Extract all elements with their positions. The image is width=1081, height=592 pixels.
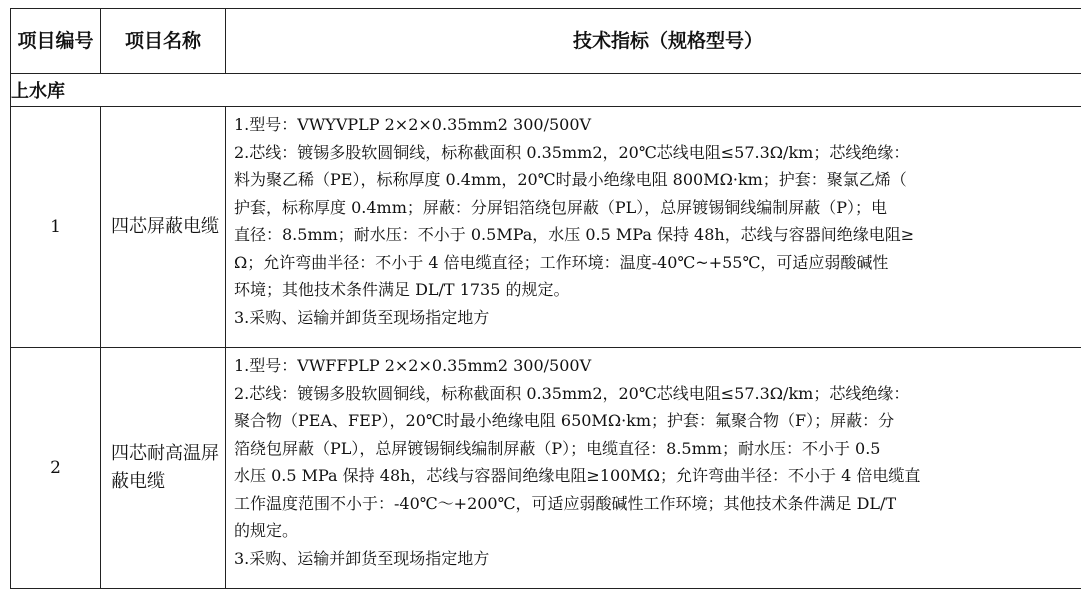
spec-line: 箔绕包屏蔽（PL），总屏镀锡铜线编制屏蔽（P）；电缆直径：8.5mm；耐水压：不小于 0.5	[234, 438, 881, 458]
header-tech-spec: 技术指标（规格型号）	[226, 9, 1081, 74]
spec-line: Ω；允许弯曲半径：不小于 4 倍电缆直径；工作环境：温度-40℃~+55℃，可适应弱酸碱性	[234, 252, 889, 272]
section-row	[11, 74, 1081, 107]
spec-line: 水压 0.5 MPa 保持 48h，芯线与容器间绝缘电阻≥100MΩ；允许弯曲半径：不小于 4 倍电缆直	[234, 466, 921, 485]
row-number: 2	[11, 348, 101, 589]
row-spec	[226, 107, 1081, 348]
header-item-name: 项目名称	[101, 9, 226, 74]
table-row	[11, 348, 1081, 589]
spec-line: 聚合物（PEA、FEP），20℃时最小绝缘电阻 650MΩ·km；护套：氟聚合物（F）；屏蔽：分	[234, 411, 895, 430]
spec-line: 直径：8.5mm；耐水压：不小于 0.5MPa，水压 0.5 MPa 保持 48h，芯线与容器间绝缘电阻≥	[234, 225, 915, 244]
spec-line: 工作温度范围不小于：-40℃～+200℃，可适应弱酸碱性工作环境；其他技术条件满足 DL/T	[234, 493, 897, 513]
spec-line: 护套，标称厚度 0.4mm；屏蔽：分屏铝箔绕包屏蔽（PL），总屏镀锡铜线编制屏蔽（P）；电	[234, 197, 888, 217]
spec-line: 2.芯线：镀锡多股软圆铜线，标称截面积 0.35mm2，20℃芯线电阻≤57.3Ω/km；芯线绝缘：	[234, 383, 910, 403]
row-number: 1	[11, 107, 101, 348]
spec-line: 环境；其他技术条件满足 DL/T 1735 的规定。	[234, 280, 570, 299]
spec-line: 2.芯线：镀锡多股软圆铜线，标称截面积 0.35mm2，20℃芯线电阻≤57.3Ω/km；芯线绝缘：	[234, 142, 910, 162]
row-name: 四芯屏蔽电缆	[101, 107, 226, 348]
header-item-no: 项目编号	[11, 9, 101, 74]
table-row	[11, 107, 1081, 348]
spec-line: 1.型号：VWYVPLP 2×2×0.35mm2 300/500V	[234, 115, 592, 134]
row-spec	[226, 348, 1081, 589]
row-name: 四芯耐高温屏蔽电缆	[101, 348, 226, 589]
spec-line: 料为聚乙稀（PE），标称厚度 0.4mm，20℃时最小绝缘电阻 800MΩ·km；护套：聚氯乙烯（	[234, 170, 907, 189]
spec-table	[10, 8, 1081, 589]
document-page	[10, 8, 1081, 589]
spec-line: 1.型号：VWFFPLP 2×2×0.35mm2 300/500V	[234, 356, 592, 375]
header-row	[11, 9, 1081, 74]
spec-line: 的规定。	[234, 521, 299, 540]
spec-line: 3.采购、运输并卸货至现场指定地方	[234, 307, 490, 327]
section-title: 上水库	[11, 74, 1081, 107]
spec-line: 3.采购、运输并卸货至现场指定地方	[234, 548, 490, 568]
